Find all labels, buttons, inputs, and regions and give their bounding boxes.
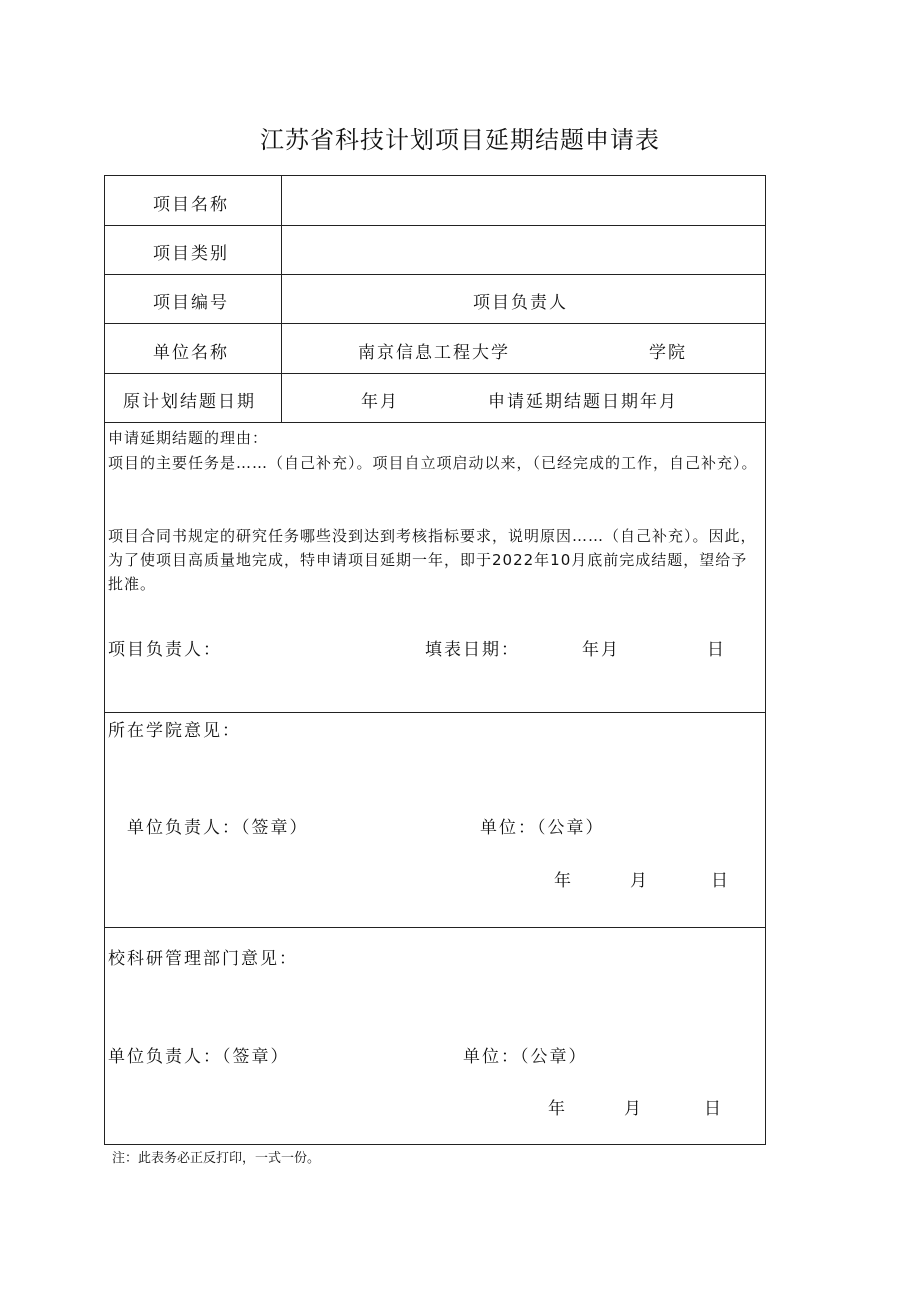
- admin-opinion-heading: 校科研管理部门意见：: [108, 949, 298, 969]
- row-divider: [105, 712, 765, 713]
- row-divider: [105, 274, 765, 275]
- college-unit-seal: 单位：（公章）: [480, 818, 605, 838]
- reason-heading: 申请延期结题的理由：: [108, 429, 269, 447]
- college-label: 学院: [649, 343, 687, 363]
- unit-name-value: 南京信息工程大学: [358, 343, 510, 363]
- project-number-label: 项目编号: [153, 293, 229, 313]
- admin-date-year: 年: [548, 1099, 567, 1119]
- college-unit-leader-sign: 单位负责人：（签章）: [127, 818, 309, 838]
- footnote: 注：此表务必正反打印，一式一份。: [112, 1151, 321, 1166]
- reason-paragraph-1: 项目的主要任务是……（自己补充）。项目自立项启动以来，（已经完成的工作，自己补充）。: [108, 454, 758, 472]
- college-opinion-heading: 所在学院意见：: [108, 721, 241, 741]
- row-divider: [105, 422, 765, 423]
- application-form-table: [104, 175, 766, 1145]
- fill-date-label: 填表日期：: [425, 640, 520, 660]
- reason-paragraph-2: 项目合同书规定的研究任务哪些没到达到考核指标要求，说明原因……（自己补充）。因此，为了使项目高质量地完成，特申请项目延期一年，即于2022年10月底前完成结题，望给予批准。: [108, 527, 757, 593]
- project-name-label: 项目名称: [153, 195, 229, 215]
- column-divider: [281, 176, 282, 422]
- original-end-date-value: 年月: [361, 392, 399, 412]
- row-divider: [105, 225, 765, 226]
- college-date-month: 月: [630, 871, 649, 891]
- admin-unit-leader-sign: 单位负责人：（签章）: [108, 1047, 290, 1067]
- row-divider: [105, 323, 765, 324]
- form-title: 江苏省科技计划项目延期结题申请表: [260, 126, 660, 154]
- admin-unit-seal: 单位：（公章）: [463, 1047, 588, 1067]
- leader-signature-label: 项目负责人：: [108, 640, 222, 660]
- row-divider: [105, 927, 765, 928]
- requested-end-date-label: 申请延期结题日期年月: [488, 392, 678, 412]
- unit-name-label: 单位名称: [153, 343, 229, 363]
- project-leader-label: 项目负责人: [473, 293, 568, 313]
- admin-date-month: 月: [624, 1099, 643, 1119]
- project-category-label: 项目类别: [153, 244, 229, 264]
- college-date-day: 日: [711, 871, 730, 891]
- row-divider: [105, 373, 765, 374]
- admin-date-day: 日: [704, 1099, 723, 1119]
- fill-date-day: 日: [707, 640, 726, 660]
- fill-date-year-month: 年月: [582, 640, 620, 660]
- original-end-date-label: 原计划结题日期: [123, 392, 256, 412]
- college-date-year: 年: [554, 871, 573, 891]
